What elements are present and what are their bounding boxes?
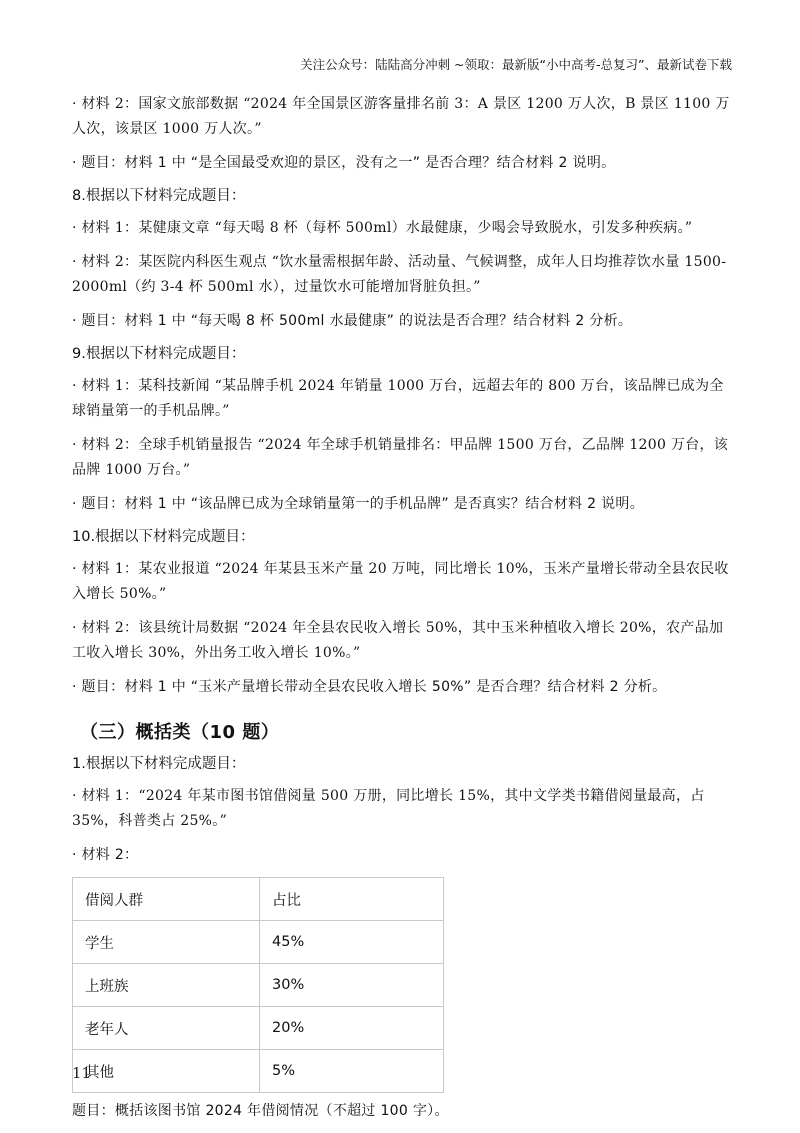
- text-blocks: [72, 92, 732, 868]
- question-paragraph: · 题目：材料 1 中 “玉米产量增长带动全县农民收入增长 50%” 是否合理？结合材料 2 分析。: [72, 679, 667, 695]
- question-paragraph: · 材料 2：: [72, 847, 139, 863]
- table-header-cell: 借阅人群: [73, 878, 260, 921]
- table-cell: 其他: [73, 1050, 260, 1093]
- table-header-cell: 占比: [260, 878, 444, 921]
- table-row: [73, 1007, 444, 1050]
- section-title: （三）概括类（10 题）: [80, 722, 280, 743]
- question-text: 题目：概括该图书馆 2024 年借阅情况（不超过 100 字）。: [72, 1103, 449, 1119]
- table-cell: 上班族: [73, 964, 260, 1007]
- document-body: [72, 92, 732, 1133]
- material-paragraph: · 材料 1：某科技新闻 “某品牌手机 2024 年销量 1000 万台，远超去年的 800 万台，该品牌已成为全球销量第一的手机品牌。”: [72, 378, 724, 419]
- table-row: [73, 921, 444, 964]
- material-paragraph: · 材料 2：该县统计局数据 “2024 年全县农民收入增长 50%，其中玉米种植收入增长 20%，农产品加工收入增长 30%，外出务工收入增长 10%。”: [72, 620, 724, 661]
- material-paragraph: · 材料 1：某健康文章 “每天喝 8 杯（每杯 500ml）水最健康，少喝会导致脱水，引发多种疾病。”: [72, 220, 693, 236]
- table-cell: 30%: [260, 964, 444, 1007]
- question-heading: 8.根据以下材料完成题目：: [72, 188, 246, 204]
- data-table: [72, 877, 444, 1093]
- page-number: 11: [72, 1064, 92, 1082]
- table-row: [73, 1050, 444, 1093]
- question-heading: 1.根据以下材料完成题目：: [72, 756, 246, 772]
- table-cell: 学生: [73, 921, 260, 964]
- material-paragraph: · 材料 1：“2024 年某市图书馆借阅量 500 万册，同比增长 15%，其中文学类书籍借阅量最高，占 35%，科普类占 25%。”: [72, 788, 705, 829]
- table-cell: 45%: [260, 921, 444, 964]
- material-paragraph: · 材料 1：某农业报道 “2024 年某县玉米产量 20 万吨，同比增长 10%，玉米产量增长带动全县农民收入增长 50%。”: [72, 561, 729, 602]
- table-cell: 5%: [260, 1050, 444, 1093]
- material-paragraph: · 材料 2：某医院内科医生观点 “饮水量需根据年龄、活动量、气候调整，成年人日均推荐饮水量 1500-2000ml（约 3-4 杯 500ml 水），过量饮水可能增加肾脏负担。”: [72, 254, 727, 295]
- question-heading: 9.根据以下材料完成题目：: [72, 346, 246, 362]
- question-paragraph: · 题目：材料 1 中 “每天喝 8 杯 500ml 水最健康” 的说法是否合理？结合材料 2 分析。: [72, 313, 633, 329]
- table-header-row: [73, 878, 444, 921]
- page-header: 关注公众号：陆陆高分冲刺 ~领取：最新版“小中高考-总复习”、最新试卷下载: [300, 57, 732, 72]
- material-paragraph: · 材料 2：国家文旅部数据 “2024 年全国景区游客量排名前 3：A 景区 1200 万人次，B 景区 1100 万人次，该景区 1000 万人次。”: [72, 96, 730, 137]
- question-paragraph: · 题目：材料 1 中 “是全国最受欢迎的景区，没有之一” 是否合理？结合材料 2 说明。: [72, 155, 616, 171]
- table-cell: 20%: [260, 1007, 444, 1050]
- table-row: [73, 964, 444, 1007]
- question-paragraph: · 题目：材料 1 中 “该品牌已成为全球销量第一的手机品牌” 是否真实？结合材料 2 说明。: [72, 496, 645, 512]
- material-paragraph: · 材料 2：全球手机销量报告 “2024 年全球手机销量排名：甲品牌 1500 万台，乙品牌 1200 万台，该品牌 1000 万台。”: [72, 437, 729, 478]
- question-heading: 10.根据以下材料完成题目：: [72, 529, 255, 545]
- table-cell: 老年人: [73, 1007, 260, 1050]
